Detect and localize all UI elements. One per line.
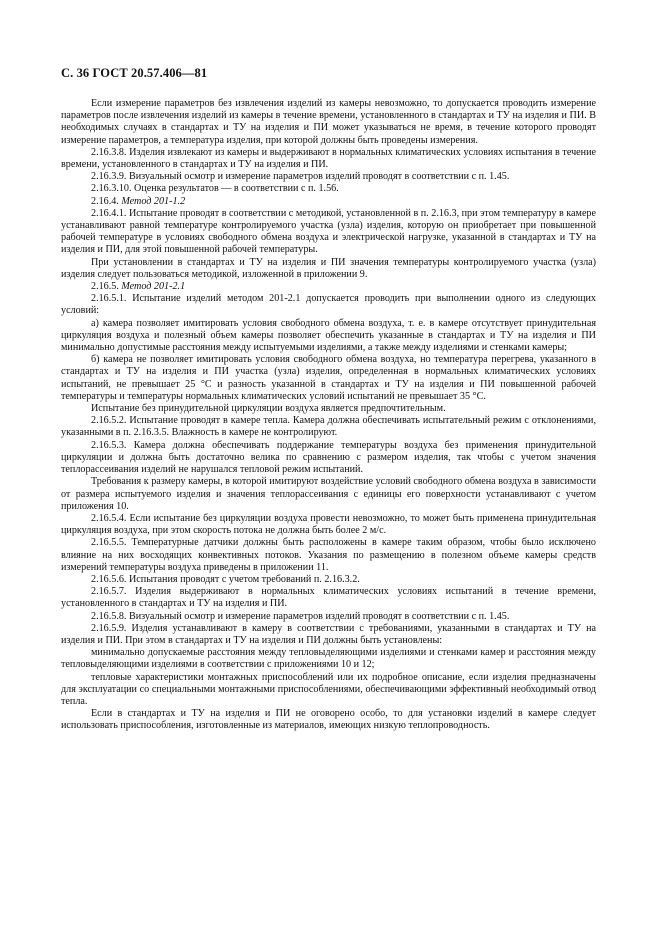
paragraph	[61, 208, 596, 257]
paragraph-text: 2.16.5.5. Температурные датчики должны быть расположены в камере таким образом, чтобы было исключено влияние на них восходящих конвективных потоков. Указания по размещению в полезном объеме камеры средств измерений температуры воздуха приведены в приложении 11.	[61, 537, 596, 573]
paragraph	[61, 354, 596, 403]
paragraph	[61, 513, 596, 537]
method-title: Метод 201-1.2	[121, 195, 186, 207]
paragraph	[61, 147, 596, 171]
paragraph	[61, 171, 596, 183]
paragraph	[61, 257, 596, 281]
paragraph-text: тепловые характеристики монтажных приспособлений или их подробное описание, если изделия предназначены для эксплуатации со специальными монтажными приспособлениями, обеспечивающими эффективный необходимый отвод тепла.	[61, 671, 596, 707]
paragraph	[61, 708, 596, 732]
paragraph	[61, 183, 596, 195]
paragraph-text: При установлении в стандартах и ТУ на изделия и ПИ значения температуры контролируемого участка (узла) изделия следует пользоваться методикой, изложенной в приложении 9.	[61, 256, 596, 280]
paragraph-text: а) камера позволяет имитировать условия свободного обмена воздуха, т. е. в камере отсутствует принудительная циркуляция воздуха и полезный объем камеры позволяет обеспечить указанные в стандартах и ТУ на изделия и ПИ минимально допустимые расстояния между испытуемыми изделиями, а также между изделиями и стенками камеры;	[61, 317, 596, 354]
paragraph-text: 2.16.5.1. Испытание изделий методом 201-2.1 допускается проводить при выполнении одного из следующих условий:	[61, 293, 596, 317]
paragraph	[61, 415, 596, 439]
paragraph	[61, 318, 596, 355]
paragraph	[61, 403, 596, 415]
paragraph	[61, 611, 596, 623]
paragraph	[61, 281, 596, 293]
paragraph-text: Требования к размеру камеры, в которой имитируют воздействие условий свободного обмена воздуха в зависимости от размера испытуемого изделия и значения теплорассеивания с единицы его поверхности устанавливают с учетом приложения 10.	[61, 476, 596, 512]
page-header: С. 36 ГОСТ 20.57.406—81	[61, 66, 208, 80]
paragraph	[61, 476, 596, 513]
paragraph	[61, 672, 596, 709]
paragraph-text: 2.16.5.6. Испытания проводят с учетом требований п. 2.16.3.2.	[91, 573, 360, 585]
document-body	[61, 98, 596, 733]
paragraph-text: 2.16.3.9. Визуальный осмотр и измерение параметров изделий проводят в соответствии с п. 1.45.	[91, 171, 510, 183]
paragraph-text: Если измерение параметров без извлечения изделий из камеры невозможно, то допускается проводить измерение параметров после извлечения изделий из камеры в течение времени, установленного в стандартах и ТУ на изделия и ПИ. В необходимых случаях в стандартах и ТУ на изделия и ПИ может указываться не время, в течение которого проводят измерение параметров, а температура изделия, при которой должны быть проведены измерения.	[61, 98, 596, 146]
paragraph-text: минимально допускаемые расстояния между тепловыделяющими изделиями и стенками камер и расстояния между тепловыделяющими изделиями в соответствии с приложениями 10 и 12;	[61, 647, 596, 671]
paragraph	[61, 293, 596, 317]
paragraph-text: 2.16.5.3. Камера должна обеспечивать поддержание температуры воздуха без применения принудительной циркуляции и должна быть достаточно велика по сравнению с размером изделия, так чтобы с учетом значения теплорассеивания изделий не нарушался тепловой режим испытаний.	[61, 439, 596, 476]
paragraph-text: 2.16.3.10. Оценка результатов — в соответствии с п. 1.56.	[91, 183, 339, 195]
paragraph	[61, 537, 596, 574]
paragraph-text: 2.16.5.	[91, 281, 122, 293]
paragraph	[61, 647, 596, 671]
paragraph-text: Испытание без принудительной циркуляции воздуха является предпочтительным.	[91, 403, 446, 415]
paragraph	[61, 623, 596, 647]
paragraph-text: б) камера не позволяет имитировать условия свободного обмена воздуха, но температура перегрева, указанного в стандартах и ТУ на изделия и ПИ участка (узла) изделия, определенная в нормальных климатических условиях испытаний, не превышает 25 °С и разность указанной в стандартах и ТУ на изделия и ПИ повышенной рабочей температуры и температуры нормальных климатических условий испытаний не превышает 35 °С.	[61, 354, 596, 402]
paragraph-text: 2.16.5.2. Испытание проводят в камере тепла. Камера должна обеспечивать испытательный режим с отклонениями, указанными в п. 2.16.3.5. Влажность в камере не контролируют.	[61, 415, 596, 439]
paragraph-text: 2.16.5.4. Если испытание без циркуляции воздуха провести невозможно, то может быть применена принудительная циркуляция воздуха, при этом скорость потока не должна быть более 2 м/с.	[61, 512, 596, 537]
paragraph-text: Если в стандартах и ТУ на изделия и ПИ не оговорено особо, то для установки изделий в камере следует использовать приспособления, изготовленные из материалов, имеющих низкую теплопроводность.	[61, 708, 596, 732]
paragraph	[61, 98, 596, 147]
paragraph-text: 2.16.5.9. Изделия устанавливают в камеру в соответствии с требованиями, указанными в стандартах и ТУ на изделия и ПИ. При этом в стандартах и ТУ на изделия и ПИ должны быть установлены:	[61, 622, 596, 646]
paragraph-text: 2.16.3.8. Изделия извлекают из камеры и выдерживают в нормальных климатических условиях испытания в течение времени, установленного в стандартах и ТУ на изделия и ПИ.	[61, 146, 596, 171]
paragraph-text: 2.16.5.7. Изделия выдерживают в нормальных климатических условиях испытаний в течение времени, установленного в стандартах и ТУ на изделия и ПИ.	[61, 586, 596, 610]
method-title: Метод 201-2.1	[121, 281, 186, 293]
paragraph-text: 2.16.5.8. Визуальный осмотр и измерение параметров изделий проводят в соответствии с п. 1.45.	[91, 610, 510, 622]
paragraph-text: 2.16.4.	[91, 195, 122, 207]
paragraph	[61, 586, 596, 610]
paragraph	[61, 440, 596, 477]
paragraph	[61, 574, 596, 586]
paragraph	[61, 196, 596, 208]
paragraph-text: 2.16.4.1. Испытание проводят в соответствии с методикой, установленной в п. 2.16.3, при этом температуру в камере устанавливают равной температуре контролируемого участка (узла) изделия, которую он приобретает при повышенной рабочей температуре в условиях свободного обмена воздуха и электрической нагрузке, указанной в стандартах и ТУ на изделия и ПИ, для этой повышенной рабочей температуры.	[61, 207, 596, 256]
